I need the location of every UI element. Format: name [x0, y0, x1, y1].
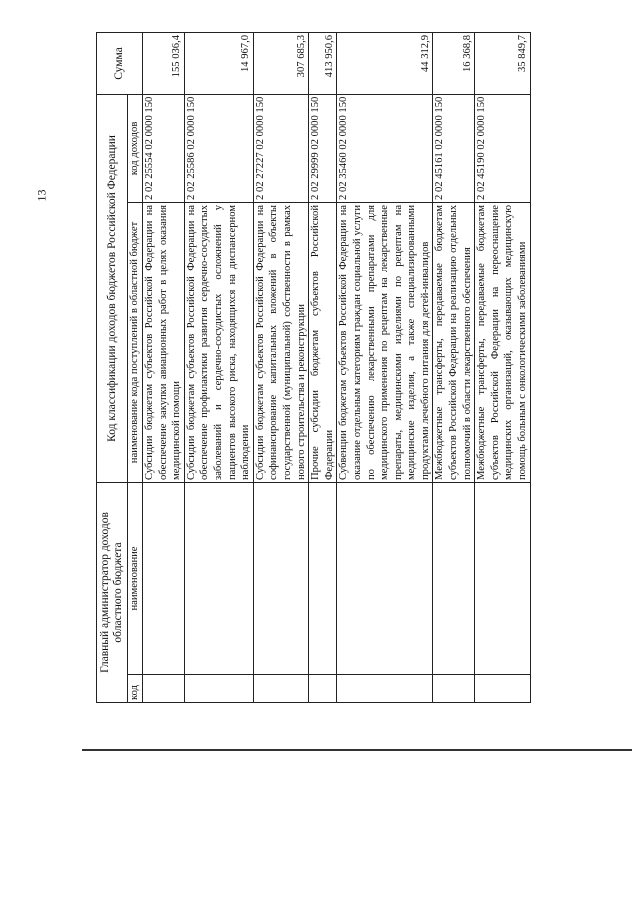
income-code-cell: 2 02 27227 02 0000 150 [253, 94, 308, 202]
amount-cell: 16 368,8 [433, 32, 475, 94]
table-row [184, 32, 253, 702]
table-body [143, 32, 531, 702]
income-table [96, 32, 531, 703]
amount-cell: 44 312,9 [337, 32, 433, 94]
income-code-cell: 2 02 45161 02 0000 150 [433, 94, 475, 202]
amount-cell: 35 849,7 [475, 32, 530, 94]
admin-name-cell [184, 482, 253, 674]
admin-name-header: наименование [128, 482, 143, 674]
admin-group-header: Главный администратор доходов областного бюджета [97, 482, 128, 702]
admin-code-cell [253, 675, 308, 703]
table-row [337, 32, 433, 702]
admin-code-header: код [128, 675, 143, 703]
income-code-cell: 2 02 25554 02 0000 150 [143, 94, 185, 202]
income-code-cell: 2 02 35460 02 0000 150 [337, 94, 433, 202]
amount-cell: 413 950,6 [309, 32, 337, 94]
amount-header: Сумма [97, 32, 143, 94]
admin-code-cell [475, 675, 530, 703]
income-name-cell: Субсидии бюджетам субъектов Российской Федерации на обеспечение профилактики развития сердечно-сосудистых заболеваний и сердечно-сосудистых осложнений у пациентов высокого риска, находящихся на диспансерном наблюдении [184, 202, 253, 482]
admin-code-cell [143, 675, 185, 703]
table-row [433, 32, 475, 702]
income-name-cell: Субсидии бюджетам субъектов Российской Федерации на софинансирование капитальных вложений в объекты государственной (муниципальной) собственности в рамках нового строительства и реконструкции [253, 202, 308, 482]
footer-divider [82, 749, 632, 751]
admin-name-cell [475, 482, 530, 674]
admin-code-cell [433, 675, 475, 703]
income-name-cell: Субвенции бюджетам субъектов Российской Федерации на оказание отдельным категориям граждан социальной услуги по обеспечению лекарственными препаратами для медицинского применения по рецептам на лекарственные препараты, медицинскими изделиями по рецептам на медицинские изделия, а также специализированными продуктами лечебного питания для детей-инвалидов [337, 202, 433, 482]
admin-name-cell [433, 482, 475, 674]
table-row [475, 32, 530, 702]
table-row [143, 32, 185, 702]
income-name-header: наименование кода поступлений в областной бюджет [128, 202, 143, 482]
table-row [253, 32, 308, 702]
income-code-cell: 2 02 29999 02 0000 150 [309, 94, 337, 202]
table-row [309, 32, 337, 702]
admin-name-cell [309, 482, 337, 674]
admin-name-cell [143, 482, 185, 674]
classification-group-header: Код классификации доходов бюджетов Российской Федерации [97, 94, 128, 482]
income-name-cell: Субсидии бюджетам субъектов Российской Федерации на обеспечение закупки авиационных работ в целях оказания медицинской помощи [143, 202, 185, 482]
income-code-cell: 2 02 45190 02 0000 150 [475, 94, 530, 202]
admin-name-cell [253, 482, 308, 674]
admin-code-cell [184, 675, 253, 703]
amount-cell: 14 967,0 [184, 32, 253, 94]
admin-code-cell [309, 675, 337, 703]
income-name-cell: Межбюджетные трансферты, передаваемые бюджетам субъектов Российской Федерации на переоснащение медицинских организаций, оказывающих медицинскую помощь больным с онкологическими заболеваниями [475, 202, 530, 482]
page-number: 13 [34, 189, 49, 202]
income-name-cell: Прочие субсидии бюджетам субъектов Российской Федерации [309, 202, 337, 482]
income-code-header: код доходов [128, 94, 143, 202]
amount-cell: 307 685,3 [253, 32, 308, 94]
income-code-cell: 2 02 25586 02 0000 150 [184, 94, 253, 202]
amount-cell: 155 036,4 [143, 32, 185, 94]
admin-code-cell [337, 675, 433, 703]
rotated-table-container [96, 33, 548, 703]
admin-name-cell [337, 482, 433, 674]
income-name-cell: Межбюджетные трансферты, передаваемые бюджетам субъектов Российской Федерации на реализацию отдельных полномочий в области лекарственного обеспечения [433, 202, 475, 482]
